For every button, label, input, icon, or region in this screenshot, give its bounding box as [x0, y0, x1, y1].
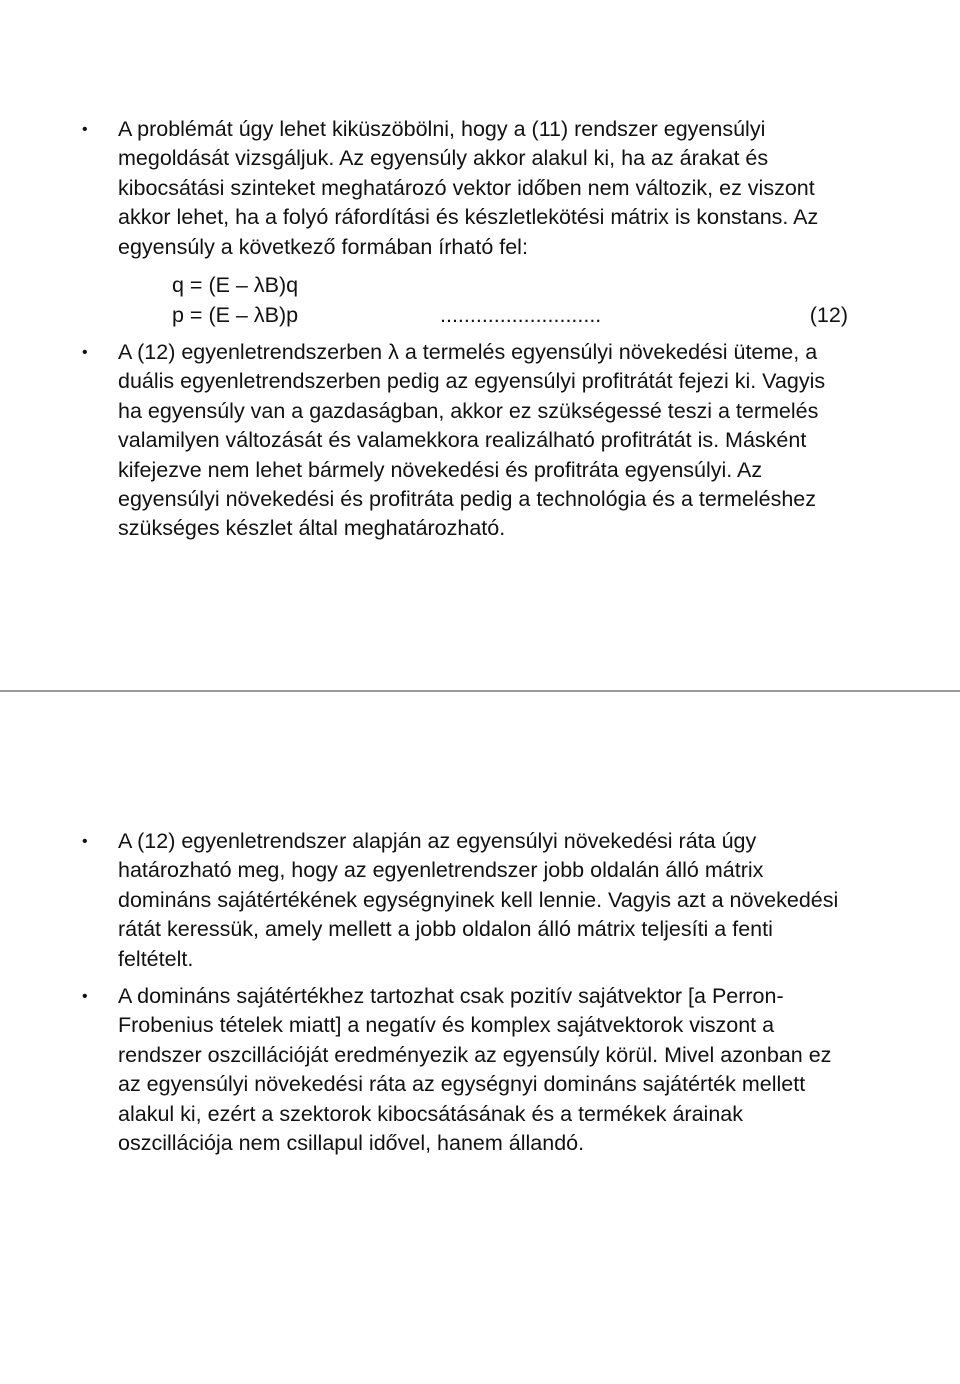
- slide-2: [0, 692, 960, 1384]
- bullet-text: A (12) egyenletrendszerben λ a termelés egyensúlyi növekedési üteme, a duális egyenletrendszerben pedig az egyensúlyi profitrátát fejezi ki. Vagyis ha egyensúly van a gazdaságban, akkor ez szükségessé teszi a termelés valamilyen változását és valamekkora realizálható profitrátát is. Másként kifejezve nem lehet bármely növekedési és profitráta egyensúlyi. Az egyensúlyi növekedési és profitráta pedig a technológia és a termeléshez szükséges készlet által meghatározható.: [118, 340, 826, 541]
- equation-p: [172, 300, 848, 330]
- equation-q-text: q = (E – λB)q: [172, 273, 299, 297]
- slide-1-bullet-2: [82, 338, 848, 544]
- bullet-icon: •: [82, 988, 88, 1005]
- slide-2-bullet-2: [82, 982, 848, 1158]
- bullet-icon: •: [82, 833, 88, 850]
- equation-leader-dots: ...........................: [440, 303, 602, 327]
- bullet-icon: •: [82, 344, 88, 361]
- slide-1-bullet-1: [82, 115, 848, 262]
- equation-p-text: p = (E – λB)p: [172, 303, 299, 327]
- equation-number: (12): [809, 303, 848, 327]
- bullet-text: A problémát úgy lehet kiküszöbölni, hogy a (11) rendszer egyensúlyi megoldását vizsgáljuk. Az egyensúly akkor alakul ki, ha az árakat és kibocsátási szinteket meghatározó vektor időben nem változik, ez viszont akkor lehet, ha a folyó ráfordítási és készletlekötési mátrix is konstans. Az egyensúly a következő formában írható fel:: [118, 117, 819, 259]
- slide-2-bullet-1: [82, 827, 848, 974]
- bullet-icon: •: [82, 121, 88, 138]
- bullet-text: A (12) egyenletrendszer alapján az egyensúlyi növekedési ráta úgy határozható meg, hogy az egyenletrendszer jobb oldalán álló mátrix domináns sajátértékének egységnyinek kell lennie. Vagyis azt a növekedési rátát keressük, amely mellett a jobb oldalon álló mátrix teljesíti a fenti feltételt.: [118, 829, 839, 971]
- bullet-text: A domináns sajátértékhez tartozhat csak pozitív sajátvektor [a Perron-Frobenius tételek miatt] a negatív és komplex sajátvektorok viszont a rendszer oszcillációját eredményezik az egyensúly körül. Mivel azonban ez az egyensúlyi növekedési ráta az egységnyi domináns sajátérték mellett alakul ki, ezért a szektorok kibocsátásának és a termékek árainak oszcillációja nem csillapul idővel, hanem állandó.: [118, 984, 832, 1156]
- equation-q: [172, 270, 848, 300]
- slide-1: [0, 0, 960, 690]
